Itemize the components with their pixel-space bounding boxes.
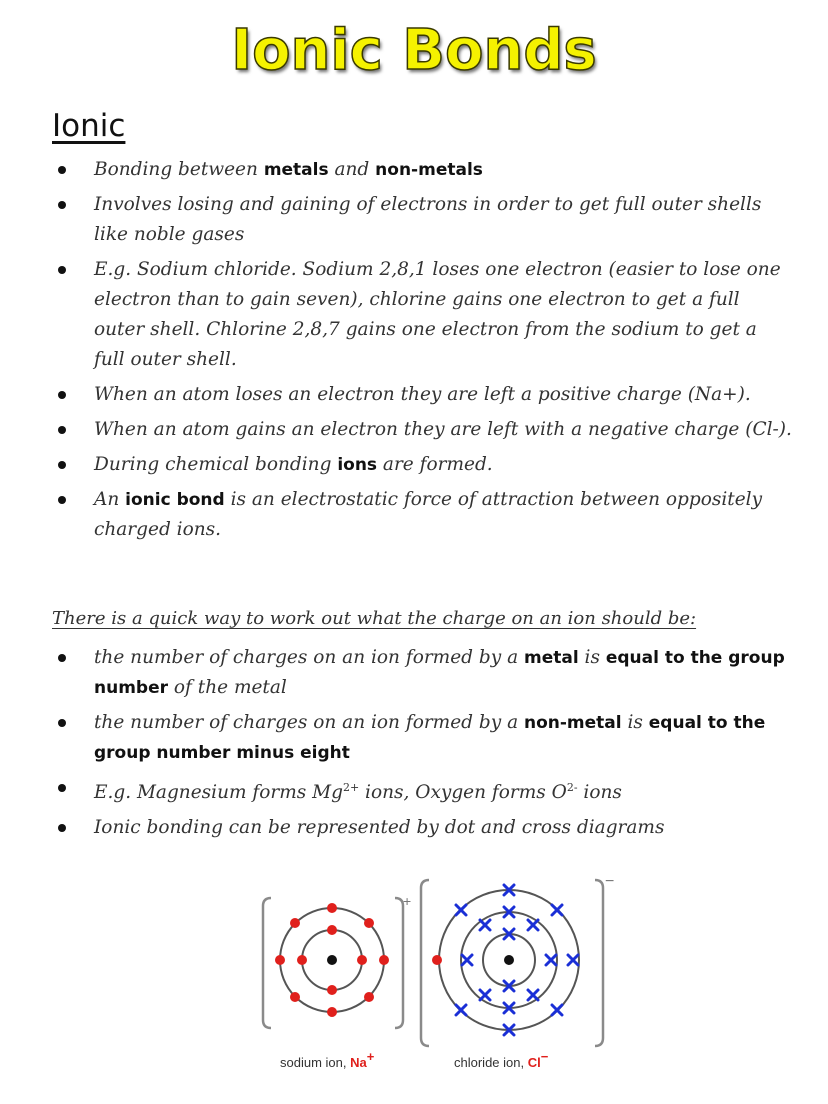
list-item: During chemical bonding ions are formed.: [52, 450, 792, 480]
chloride-left-bracket: [421, 880, 429, 1046]
electron-cross: [552, 905, 562, 915]
electron-cross: [528, 920, 538, 930]
bullet-list-ionic: [52, 155, 792, 550]
electron-dot: [327, 925, 337, 935]
electron-cross: [480, 990, 490, 1000]
electron-dot: [327, 903, 337, 913]
bullet-list-charge-rules: [52, 643, 792, 848]
list-item: When an atom loses an electron they are left a positive charge (Na+).: [52, 380, 792, 410]
dot-cross-diagram: [255, 870, 625, 1085]
sodium-caption: sodium ion, Na+: [280, 1049, 375, 1070]
electron-cross: [528, 990, 538, 1000]
chloride-caption: chloride ion, Cl−: [454, 1049, 549, 1070]
sodium-left-bracket: [263, 898, 271, 1028]
list-item: E.g. Magnesium forms $Mg^{2+}$ ions, Oxygen forms $O^{2-}$ ions: [52, 773, 792, 808]
chloride-electrons: [456, 885, 578, 1035]
electron-dot: [275, 955, 285, 965]
electron-cross: [456, 1005, 466, 1015]
sodium-right-bracket: [395, 898, 403, 1028]
list-item: E.g. Sodium chloride. Sodium 2,8,1 loses one electron (easier to lose one electron than to gain seven), chlorine gains one electron to get a full outer shell. Chlorine 2,8,7 gains one electron from the sodium to get a full outer shell.: [52, 255, 792, 375]
list-item: Involves losing and gaining of electrons in order to get full outer shells like noble gases: [52, 190, 792, 250]
electron-cross: [568, 955, 578, 965]
electron-dot: [379, 955, 389, 965]
electron-cross: [462, 955, 472, 965]
list-item: When an atom gains an electron they are left with a negative charge (Cl-).: [52, 415, 792, 445]
chloride-bracket-charge: −: [605, 873, 615, 890]
electron-dot: [297, 955, 307, 965]
section-heading: Ionic: [52, 108, 126, 144]
electron-dot: [364, 992, 374, 1002]
electron-dot: [290, 918, 300, 928]
electron-dot: [357, 955, 367, 965]
list-item: Ionic bonding can be represented by dot and cross diagrams: [52, 813, 792, 843]
electron-cross: [552, 1005, 562, 1015]
electron-cross: [456, 905, 466, 915]
sodium-bracket-charge: +: [403, 893, 412, 909]
electron-dot: [327, 1007, 337, 1017]
list-item: An ionic bond is an electrostatic force of attraction between oppositely charged ions.: [52, 485, 792, 545]
list-item: Bonding between metals and non-metals: [52, 155, 792, 185]
electron-dot: [364, 918, 374, 928]
list-item: the number of charges on an ion formed by a non-metal is equal to the group number minus eight: [52, 708, 792, 768]
quick-way-heading: There is a quick way to work out what the charge on an ion should be:: [52, 608, 697, 629]
electron-dot: [327, 985, 337, 995]
chloride-nucleus: [504, 955, 514, 965]
page-title: Ionic Bonds: [231, 18, 597, 83]
gained-electron-dot: [432, 955, 442, 965]
sodium-nucleus: [327, 955, 337, 965]
list-item: the number of charges on an ion formed by a metal is equal to the group number of the metal: [52, 643, 792, 703]
chloride-right-bracket: [595, 880, 603, 1046]
electron-dot: [290, 992, 300, 1002]
electron-cross: [546, 955, 556, 965]
electron-cross: [480, 920, 490, 930]
